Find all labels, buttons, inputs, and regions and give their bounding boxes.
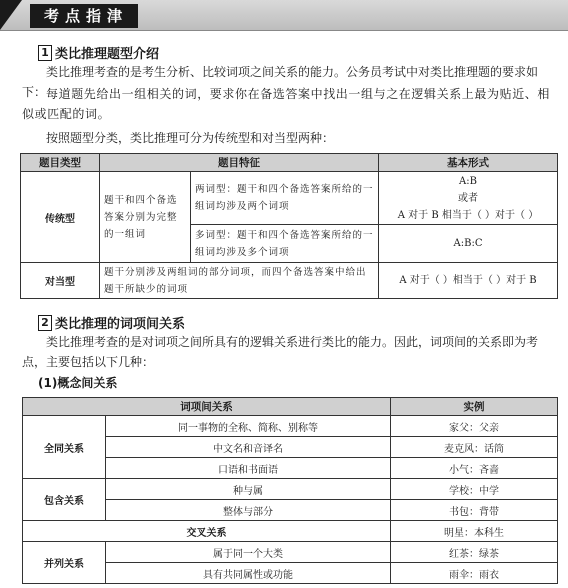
- group-identity: 全同关系: [23, 416, 106, 479]
- concept-relation-table: [22, 397, 558, 584]
- two-word-form: [379, 172, 558, 225]
- type-traditional: 传统型: [21, 172, 100, 263]
- relation-cell: 属于同一个大类: [106, 542, 391, 563]
- example-cell: 麦克风：话筒: [391, 437, 558, 458]
- multi-word-feature: 多词型：题干和四个备选答案所给的一组词均涉及多个词项: [191, 225, 379, 263]
- relation-cell: 整体与部分: [106, 500, 391, 521]
- relation-cell: 种与属: [106, 479, 391, 500]
- header-corner-triangle: [0, 0, 22, 30]
- header-band: [0, 0, 568, 31]
- col-header-form: 基本形式: [379, 154, 558, 172]
- section2-title: 类比推理的词项间关系: [55, 317, 186, 332]
- example-cell: 家父：父亲: [391, 416, 558, 437]
- multi-word-form: A:B:C: [379, 225, 558, 263]
- section2-subheading: (1)概念间关系: [38, 376, 118, 390]
- col-header-feature: 题目特征: [100, 154, 379, 172]
- form-line-1: A:B: [459, 175, 477, 187]
- relation-cell: 中文名和音译名: [106, 437, 391, 458]
- section1-title: 类比推理题型介绍: [55, 47, 160, 62]
- relation-cell: 口语和书面语: [106, 458, 391, 479]
- section2-heading: [38, 313, 185, 332]
- col-header-relation: 词项间关系: [23, 398, 391, 416]
- form-line-3: A 对于 B 相当于（ ）对于（ ）: [397, 209, 539, 221]
- example-cell: 红茶：绿茶: [391, 542, 558, 563]
- example-cell: 书包：背带: [391, 500, 558, 521]
- relation-cell: 具有共同属性或功能: [106, 563, 391, 584]
- question-type-table: [20, 153, 558, 299]
- relation-cell: 同一事物的全称、简称、别称等: [106, 416, 391, 437]
- example-cell: 雨伞：雨衣: [391, 563, 558, 584]
- example-cell: 学校：中学: [391, 479, 558, 500]
- col-header-example: 实例: [391, 398, 558, 416]
- section2-number: 2: [38, 315, 52, 331]
- relation-cross: 交叉关系: [23, 521, 391, 542]
- group-inclusion: 包含关系: [23, 479, 106, 521]
- traditional-feature: 题干和四个备选答案分别为完整的一组词: [100, 172, 191, 263]
- section1-heading: [38, 43, 159, 62]
- section1-para3: 按照题型分类，类比推理可分为传统型和对当型两种：: [46, 131, 335, 145]
- type-opposite: 对当型: [21, 263, 100, 299]
- example-cell: 明星：本科生: [391, 521, 558, 542]
- opposite-form: A 对于（ ）相当于（ ）对于 B: [379, 263, 558, 299]
- two-word-feature: 两词型：题干和四个备选答案所给的一组词均涉及两个词项: [191, 172, 379, 225]
- section1-para2: 每道题先给出一组相关的词，要求你在备选答案中找出一组与之在逻辑关系上最为贴近、相似或匹配的词。: [22, 87, 551, 121]
- group-parallel: 并列关系: [23, 542, 106, 584]
- col-header-type: 题目类型: [21, 154, 100, 172]
- form-line-2: 或者: [458, 192, 478, 204]
- section1-number: 1: [38, 45, 52, 61]
- header-title: 考点指津: [30, 4, 138, 28]
- section1-para1: 类比推理考查的是考生分析、比较词项之间关系的能力。公务员考试中对类比推理题的要求如下：: [22, 65, 539, 99]
- section2-para1: 类比推理考查的是对词项之间所具有的逻辑关系进行类比的能力。因此，词项间的关系即为考点，主要包括以下几种：: [22, 335, 539, 369]
- opposite-feature: 题干分别涉及两组词的部分词项，而四个备选答案中给出题干所缺少的词项: [100, 263, 379, 299]
- example-cell: 小气：吝啬: [391, 458, 558, 479]
